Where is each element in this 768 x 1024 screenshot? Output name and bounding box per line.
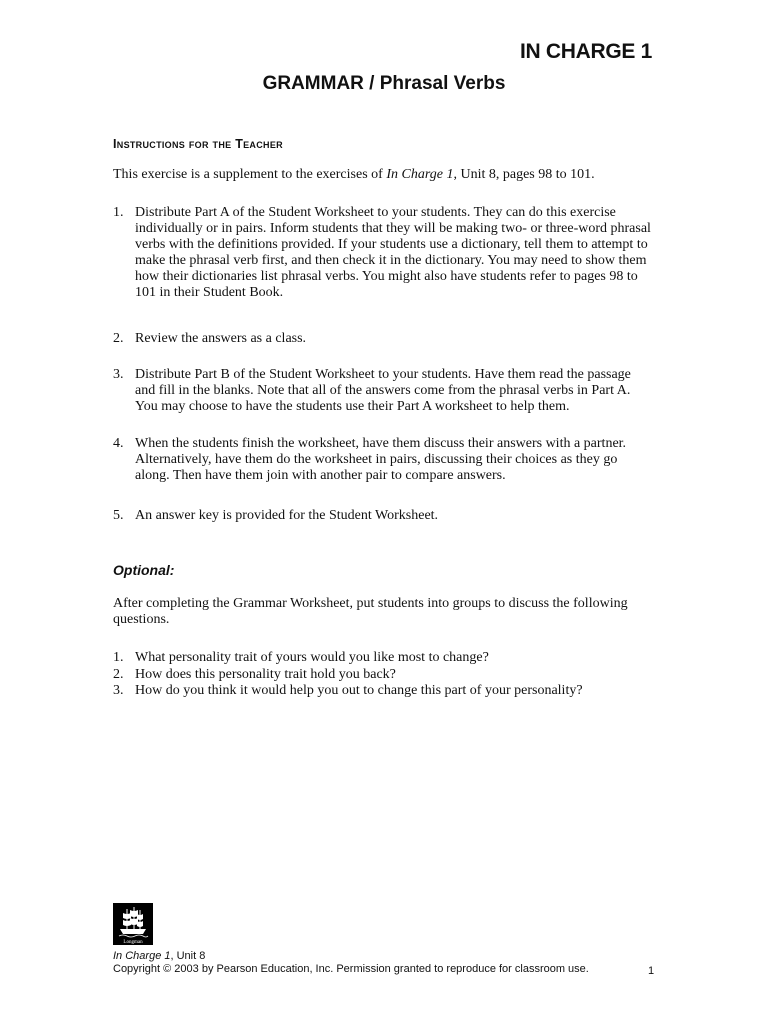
footer-book-title: In Charge 1	[113, 950, 171, 962]
optional-paragraph: After completing the Grammar Worksheet, put students into groups to discuss the following questions.	[113, 596, 628, 627]
instruction-steps	[113, 205, 653, 524]
step-item	[113, 331, 653, 347]
question-text: How do you think it would help you out to change this part of your personality?	[135, 683, 583, 698]
step-number: 3.	[113, 367, 124, 382]
question-text: What personality trait of yours would you like most to change?	[135, 650, 489, 665]
longman-ship-logo-icon	[113, 903, 153, 945]
step-text: Distribute Part B of the Student Worksheet to your students. Have them read the passage and fill in the blanks. Note that all of the answers come from the phrasal verbs in Part A. You may choose to have the students use their Part A worksheet to help them.	[135, 367, 631, 414]
step-item	[113, 205, 653, 301]
question-item	[113, 683, 653, 700]
intro-after: , Unit 8, pages 98 to 101.	[453, 167, 595, 182]
page-title: GRAMMAR / Phrasal Verbs	[262, 73, 506, 94]
question-text: How does this personality trait hold you back?	[135, 666, 396, 682]
question-number: 2.	[113, 666, 124, 682]
step-item	[113, 367, 653, 415]
logo-wordmark: Longman	[123, 940, 143, 945]
question-number: 1.	[113, 650, 124, 665]
discussion-questions	[113, 650, 653, 700]
intro-book-title: In Charge 1	[386, 167, 454, 182]
intro-paragraph	[113, 167, 653, 183]
page-number: 1	[648, 965, 655, 977]
step-item	[113, 508, 653, 524]
step-item	[113, 436, 653, 484]
section-heading: Instructions for the Teacher	[113, 137, 283, 151]
footer-unit	[113, 950, 205, 962]
step-text: Review the answers as a class.	[135, 331, 307, 346]
footer-unit-label: , Unit 8	[170, 950, 206, 962]
step-text: Distribute Part A of the Student Worksheet to your students. They can do this exercise individually or in pairs. Inform students that they will be making two- or three-word phrasal verbs with the definitions provided. If your students use a dictionary, tell them to attempt to make the phrasal verb first, and then check it in the dictionary. You may need to show them how their dictionaries list phrasal verbs. You might also have students refer to pages 98 to 101 in their Student Book.	[135, 205, 651, 300]
step-number: 1.	[113, 205, 124, 220]
brand-title: IN CHARGE 1	[519, 40, 652, 63]
step-number: 2.	[113, 331, 124, 346]
footer-copyright: Copyright © 2003 by Pearson Education, Inc. Permission granted to reproduce for classroom use.	[113, 963, 589, 975]
ship-icon	[113, 903, 153, 945]
question-number: 3.	[113, 683, 124, 698]
question-item	[113, 667, 653, 684]
step-number: 5.	[113, 508, 124, 523]
question-item	[113, 650, 653, 667]
intro-before: This exercise is a supplement to the exercises of	[113, 167, 387, 182]
step-text: When the students finish the worksheet, have them discuss their answers with a partner. Alternatively, have them do the worksheet in pairs, discussing their choices as they go along. Then have them join with another pair to compare answers.	[135, 436, 627, 483]
step-text: An answer key is provided for the Student Worksheet.	[135, 508, 439, 523]
step-number: 4.	[113, 436, 124, 451]
optional-heading: Optional:	[113, 562, 175, 578]
